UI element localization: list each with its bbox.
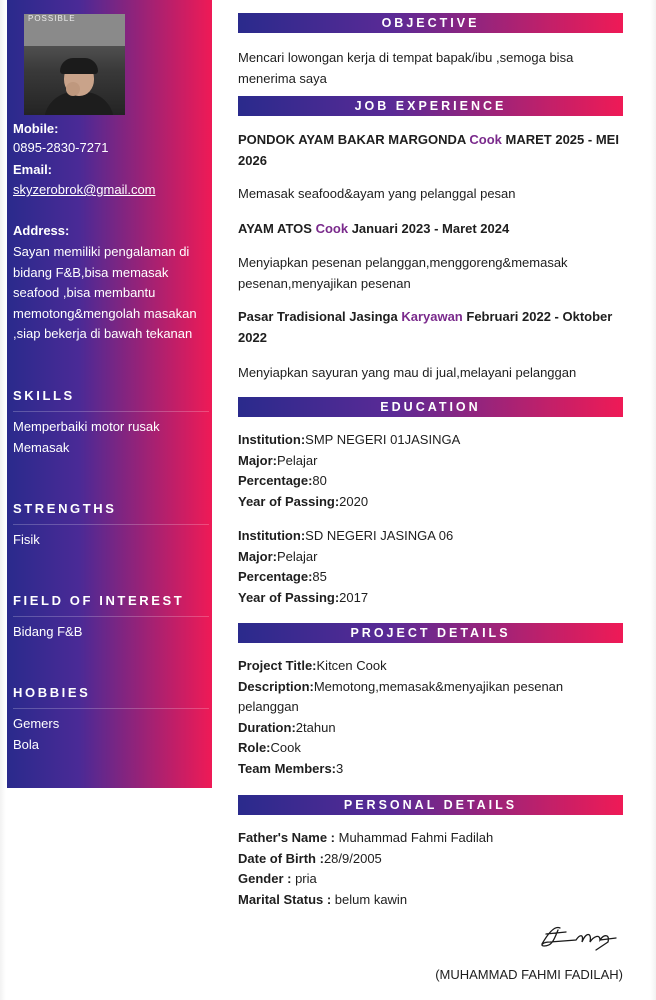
major-value: Pelajar [277,548,318,564]
interest-heading: FIELD OF INTEREST [13,593,209,617]
major-label: Major: [238,452,277,468]
project-team-value: 3 [336,760,344,776]
institution-label: Institution: [238,432,306,447]
job-description [238,253,623,294]
institution-value: SD NEGERI JASINGA 06 [305,528,454,543]
job-period: MARET 2025 - MEI [505,132,619,147]
job-company: PONDOK AYAM BAKAR MARGONDA [238,132,466,147]
marital-label: Marital Status : [238,891,332,907]
percentage-label: Percentage: [238,473,313,488]
signature-name: (MUHAMMAD FAHMI FADILAH) [435,967,623,982]
job-title [238,307,623,348]
project-heading: PROJECT DETAILS [238,623,623,643]
job-company: AYAM ATOS [238,221,312,236]
email-label: Email: [13,162,53,177]
gender-label: Gender : [238,871,292,886]
list-item: Bidang F&B [13,624,83,639]
project-team-label: Team Members: [238,760,337,776]
list-item: Fisik [13,532,40,547]
project-title-value: Kitcen Cook [316,658,387,673]
list-item: Memasak [13,439,70,455]
major-label: Major: [238,548,277,564]
job-title [238,219,623,240]
objective-line: menerima saya [238,70,327,86]
percentage-value: 80 [312,473,327,488]
email-link[interactable]: skyzerobrok@gmail.com [13,182,156,197]
job-title [238,130,623,171]
job-role: Cook [315,221,349,236]
address-text [13,242,209,345]
photo-sign-text: POSSIBLE [28,14,76,23]
mobile-value: 0895-2830-7271 [13,140,109,155]
job-period: Februari 2022 - Oktober [466,309,613,324]
gender-value: pria [291,871,317,886]
experience-heading: JOB EXPERIENCE [238,96,623,116]
job-company: Pasar Tradisional Jasinga [238,309,398,324]
strengths-heading: STRENGTHS [13,501,209,525]
photo-hand [66,82,80,96]
mobile-label: Mobile: [13,121,59,136]
hobbies-heading: HOBBIES [13,685,209,709]
father-value: Muhammad Fahmi Fadilah [335,830,494,845]
job-description [238,184,623,205]
job-description [238,363,623,384]
address-label: Address: [13,223,70,238]
address-line: seafood ,bisa membantu [13,285,156,300]
job-description-line: pesenan,menyajikan pesenan [238,275,411,291]
job-role: Karyawan [401,309,463,324]
address-line: memotong&mengolah masakan [13,305,197,321]
job-period-end: 2022 [238,329,267,345]
photo-cap [60,58,98,74]
sidebar [7,0,212,788]
project-role-value: Cook [270,740,301,755]
job-description-line: Menyiapkan pesenan pelanggan,menggoreng&memasak [238,255,568,270]
address-line: bidang F&B,bisa memasak [13,264,169,280]
year-label: Year of Passing: [238,493,340,509]
project-description-cont: pelanggan [238,699,299,714]
objective-heading: OBJECTIVE [238,13,623,33]
job-period-end: 2026 [238,152,267,168]
personal-details [238,828,623,910]
profile-photo [24,14,125,115]
address-line: Sayan memiliki pengalaman di [13,244,190,259]
job-period: Januari 2023 - Maret 2024 [351,221,510,236]
job-description-line: Memasak seafood&ayam yang pelanggal pesan [238,186,516,201]
major-value: Pelajar [277,452,318,468]
project-details [238,656,623,779]
signature-image [536,920,618,952]
project-duration-label: Duration: [238,719,296,735]
objective-line: Mencari lowongan kerja di tempat bapak/ibu ,semoga bisa [238,50,574,65]
dob-label: Date of Birth : [238,850,324,866]
skills-heading: SKILLS [13,388,209,412]
father-label: Father's Name : [238,830,336,845]
skills-list [13,417,160,458]
year-value: 2017 [339,589,369,605]
year-value: 2020 [339,493,369,509]
address-line: ,siap bekerja di bawah tekanan [13,326,193,341]
project-title-label: Project Title: [238,658,317,673]
percentage-value: 85 [312,569,327,584]
objective-text [238,48,623,89]
institution-value: SMP NEGERI 01JASINGA [305,432,461,447]
job-description-line: Menyiapkan sayuran yang mau di jual,melayani pelanggan [238,365,577,380]
percentage-label: Percentage: [238,569,313,584]
job-role: Cook [469,132,502,147]
personal-heading: PERSONAL DETAILS [238,795,623,815]
list-item: Bola [13,736,40,752]
list-item: Gemers [13,716,60,731]
education-entry [238,430,623,512]
marital-value: belum kawin [331,891,408,907]
hobbies-list [13,714,59,755]
education-heading: EDUCATION [238,397,623,417]
institution-label: Institution: [238,528,306,543]
project-role-label: Role: [238,740,271,755]
year-label: Year of Passing: [238,589,340,605]
project-description-label: Description: [238,678,314,694]
education-entry [238,526,623,608]
strengths-list [13,530,40,551]
list-item: Memperbaiki motor rusak [13,419,160,434]
project-duration-value: 2tahun [295,719,336,735]
interest-list [13,622,82,643]
project-description-value: Memotong,memasak&menyajikan pesenan [313,678,564,694]
dob-value: 28/9/2005 [323,850,382,866]
